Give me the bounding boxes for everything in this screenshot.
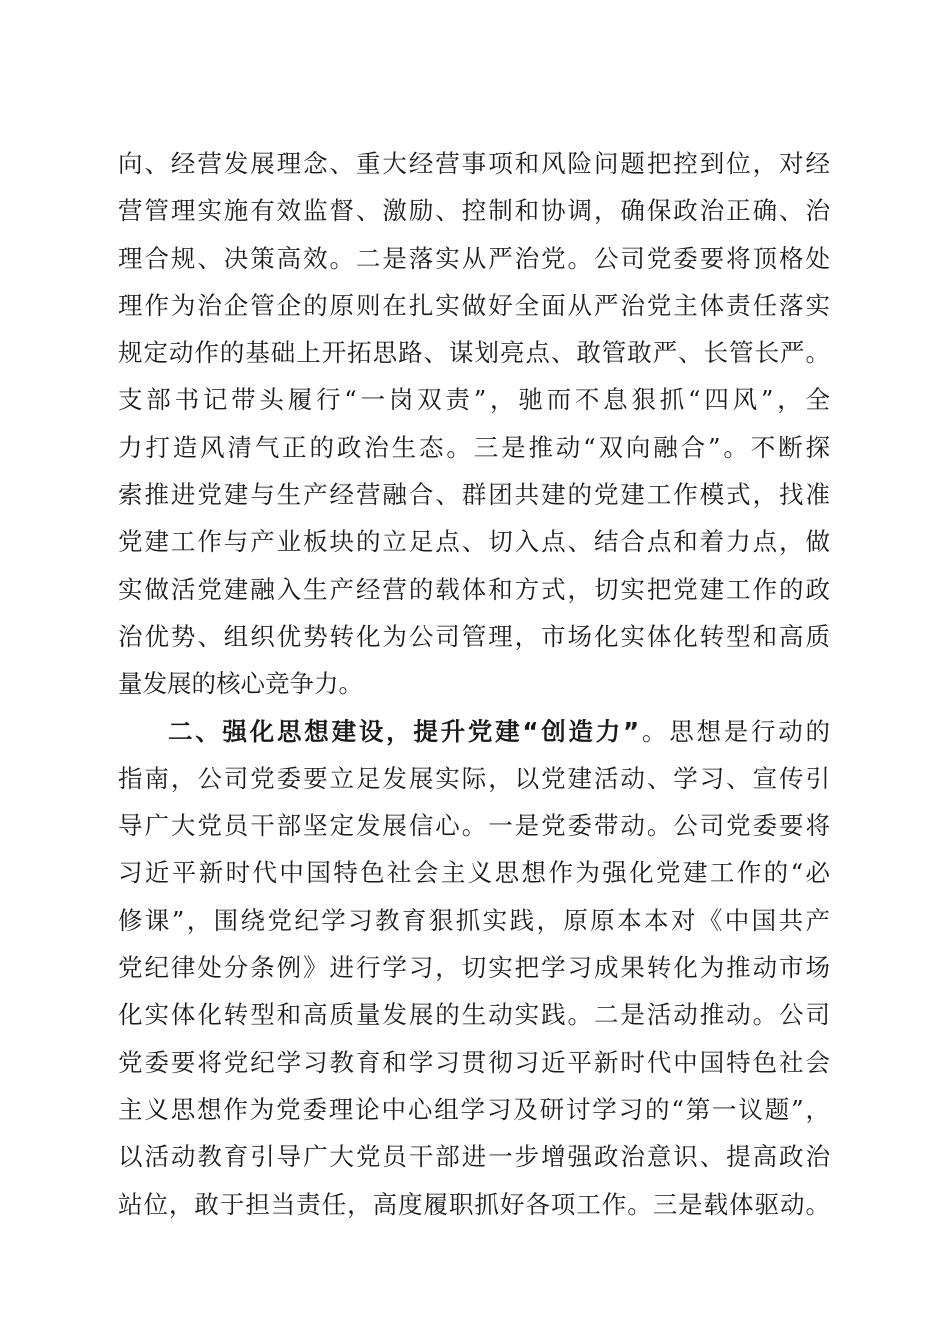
text-line: 力打造风清气正的政治生态。三是推动“双向融合”。不断探 — [118, 432, 830, 462]
text-line: 站位，敢于担当责任，高度履职抓好各项工作。三是载体驱动。 — [118, 1189, 830, 1219]
text-line: 修课”，围绕党纪学习教育狠抓实践，原原本本对《中国共产 — [118, 905, 830, 935]
text-line: 营管理实施有效监督、激励、控制和协调，确保政治正确、治 — [118, 196, 830, 226]
text-line: 习近平新时代中国特色社会主义思想作为强化党建工作的“必 — [118, 858, 830, 888]
text-line: 索推进党建与生产经营融合、群团共建的党建工作模式，找准 — [118, 480, 830, 510]
text-line: 以活动教育引导广大党员干部进一步增强政治意识、提高政治 — [118, 1142, 830, 1172]
paragraph-2 — [118, 708, 830, 1228]
body-text — [118, 140, 830, 1228]
text-line: 量发展的核心竞争力。 — [118, 669, 363, 699]
text-line: 理作为治企管企的原则在扎实做好全面从严治党主体责任落实 — [118, 290, 830, 320]
text-line: 向、经营发展理念、重大经营事项和风险问题把控到位，对经 — [118, 149, 830, 178]
heading-line-rest: 。思想是行动的 — [639, 716, 831, 746]
text-line: 规定动作的基础上开拓思路、谋划亮点、敢管敢严、长管长严。 — [118, 338, 830, 368]
text-line: 化实体化转型和高质量发展的生动实践。二是活动推动。公司 — [118, 1000, 830, 1030]
text-line: 党建工作与产业板块的立足点、切入点、结合点和着力点，做 — [118, 527, 830, 557]
paragraph-1 — [118, 140, 830, 708]
text-line: 主义思想作为党委理论中心组学习及研讨学习的“第一议题”， — [118, 1094, 830, 1124]
text-line: 支部书记带头履行“一岗双责”，驰而不息狠抓“四风”，全 — [118, 385, 830, 415]
text-line: 实做活党建融入生产经营的载体和方式，切实把党建工作的政 — [118, 574, 830, 604]
text-line: 理合规、决策高效。二是落实从严治党。公司党委要将顶格处 — [118, 243, 830, 273]
heading-line — [118, 708, 830, 755]
text-line: 指南，公司党委要立足发展实际，以党建活动、学习、宣传引 — [118, 763, 830, 793]
text-line: 党委要将党纪学习教育和学习贯彻习近平新时代中国特色社会 — [118, 1047, 830, 1077]
text-line: 治优势、组织优势转化为公司管理，市场化实体化转型和高质 — [118, 621, 830, 651]
text-line: 党纪律处分条例》进行学习，切实把学习成果转化为推动市场 — [118, 953, 830, 983]
section-heading: 二、强化思想建设，提升党建“创造力” — [168, 716, 640, 746]
text-line: 导广大党员干部坚定发展信心。一是党委带动。公司党委要将 — [118, 811, 830, 841]
